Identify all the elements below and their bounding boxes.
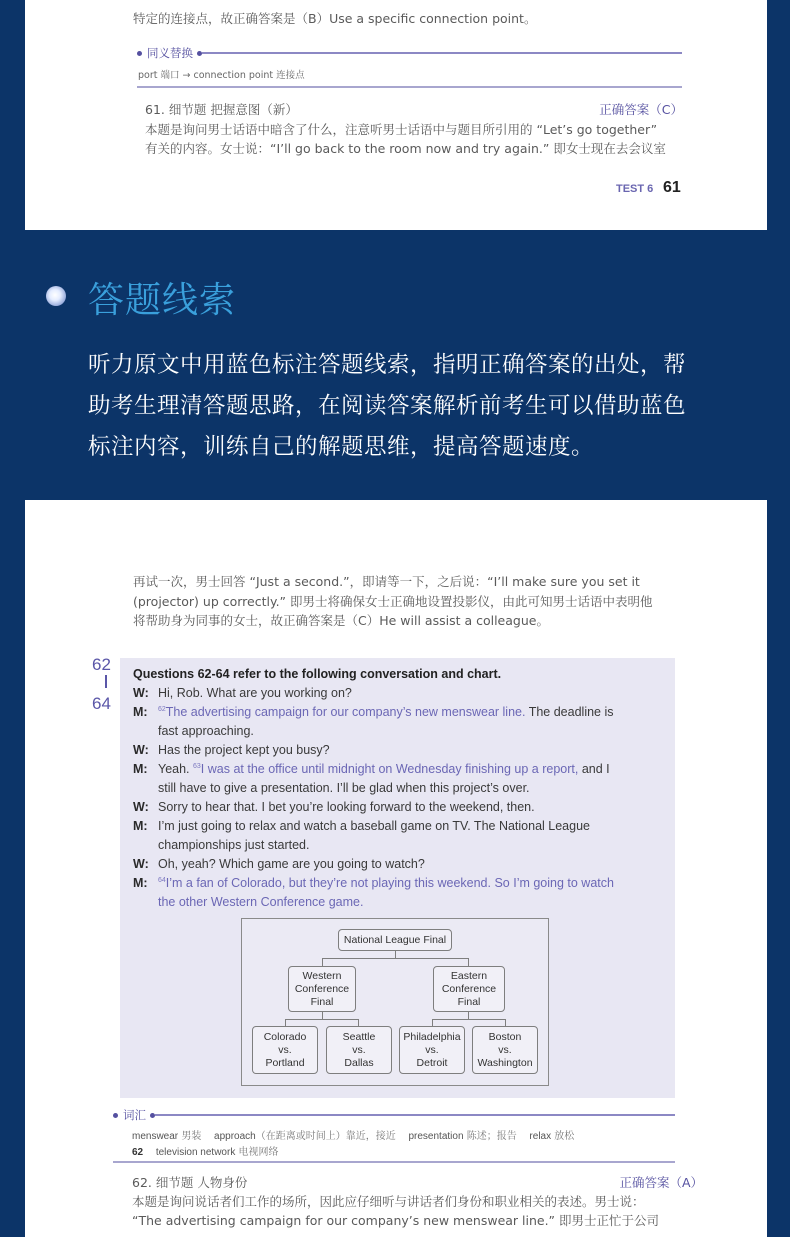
clue-reference-number: 64: [158, 877, 166, 884]
transcript-text: Has the project kept you busy?: [158, 743, 330, 757]
clue-reference-number: 62: [158, 706, 166, 713]
bracket-node-east: [433, 966, 505, 1012]
transcript-text: fast approaching.: [158, 724, 254, 738]
transcript-text: championships just started.: [158, 838, 310, 852]
transcript-line: [158, 857, 425, 871]
bracket-connector: [395, 951, 396, 958]
bracket-connector: [285, 1019, 286, 1026]
divider: [113, 1161, 675, 1163]
question-range-start: 62: [92, 655, 111, 674]
vocab-row: [132, 1127, 574, 1142]
vs-label: vs.: [425, 1043, 439, 1056]
question-range-separator: [105, 675, 107, 688]
feature-text-line: 听力原文中用蓝色标注答题线索，指明正确答案的出处，帮: [88, 352, 687, 378]
bracket-connector: [432, 1019, 506, 1020]
bracket-game: [472, 1026, 538, 1074]
vocab-meaning: 放松: [554, 1131, 575, 1142]
intro-line: (projector) up correctly.” 即男士将确保女士正确地设置投影仪，由此可知男士话语中表明他: [133, 594, 653, 609]
transcript-text: Oh, yeah? Which game are you going to watch?: [158, 857, 425, 871]
speaker-label: M:: [133, 705, 148, 719]
q62-heading: 62. 细节题 人物身份: [132, 1175, 248, 1190]
vocab-label: 词汇: [123, 1108, 146, 1122]
west-label: Conference: [294, 982, 350, 995]
footer-test-label: TEST 6: [616, 183, 654, 195]
q62-line-2: “The advertising campaign for our company’s new menswear line.” 即男士正忙于公司: [132, 1213, 660, 1228]
speaker-label: M:: [133, 762, 148, 776]
vocab-term: relax: [529, 1131, 552, 1142]
vocab-meaning: 男装: [181, 1131, 202, 1142]
book-page-bottom: [25, 500, 767, 1237]
transcript-line: [158, 724, 254, 738]
feature-title: 答题线索: [88, 280, 237, 321]
speaker-label: W:: [133, 743, 149, 757]
team-label: Washington: [477, 1056, 533, 1069]
synonym-section-header: [137, 45, 682, 61]
bracket-connector: [285, 1019, 359, 1020]
vocab-row: [132, 1143, 279, 1158]
vocab-term: presentation: [408, 1131, 464, 1142]
transcript-line: [158, 895, 363, 909]
q61-answer: 正确答案（C）: [599, 102, 683, 117]
bracket-connector: [322, 1012, 323, 1019]
bracket-game: [252, 1026, 318, 1074]
east-label: Final: [457, 995, 481, 1008]
answer-clue-text: I was at the office until midnight on Wednesday finishing up a report,: [200, 762, 579, 776]
bracket-node-final: [338, 929, 452, 951]
answer-clue-text: the other Western Conference game.: [158, 895, 364, 909]
transcript-line: [158, 781, 530, 795]
transcript-text: I’m just going to relax and watch a baseball game on TV. The National League: [158, 819, 590, 833]
bracket-connector: [322, 958, 468, 959]
bracket-game: [399, 1026, 465, 1074]
transcript-text: Hi, Rob. What are you working on?: [158, 686, 352, 700]
bracket-game: [326, 1026, 392, 1074]
bullet-icon: [137, 51, 142, 56]
transcript-text: Sorry to hear that. I bet you’re looking forward to the weekend, then.: [158, 800, 535, 814]
transcript-text: Yeah.: [158, 762, 193, 776]
bracket-connector: [468, 958, 469, 966]
clue-reference-number: 63: [193, 763, 201, 770]
speaker-label: W:: [133, 857, 149, 871]
speaker-label: W:: [133, 686, 149, 700]
vs-label: vs.: [498, 1043, 512, 1056]
bracket-node-west: [288, 966, 356, 1012]
team-label: Detroit: [416, 1056, 448, 1069]
team-label: Boston: [488, 1030, 522, 1043]
question-range-end: 64: [92, 694, 111, 713]
team-label: Portland: [265, 1056, 305, 1069]
bracket-connector: [322, 958, 323, 966]
transcript-text: and I: [578, 762, 610, 776]
playoff-bracket-chart: [241, 918, 549, 1086]
vocab-term: approach: [214, 1131, 256, 1142]
team-label: Colorado: [263, 1030, 307, 1043]
q61-line-2: 有关的内容。女士说：“I’ll go back to the room now and try again.” 即女士现在去会议室: [145, 141, 666, 156]
vocab-section-header: [113, 1107, 675, 1123]
q62-answer: 正确答案（A）: [619, 1175, 703, 1190]
transcript-line: [158, 876, 614, 890]
book-page-top: [25, 0, 767, 230]
speaker-label: M:: [133, 819, 148, 833]
bracket-connector: [468, 1012, 469, 1019]
explanation-tail: 特定的连接点，故正确答案是（B）Use a specific connection point。: [133, 11, 537, 26]
speaker-label: W:: [133, 800, 149, 814]
divider: [202, 52, 682, 54]
team-label: Philadelphia: [403, 1030, 461, 1043]
transcript-line: [158, 705, 614, 719]
bracket-final-label: National League Final: [343, 933, 447, 946]
transcript-line: [158, 762, 610, 776]
transcript-line: [158, 743, 330, 757]
vocab-row-number: 62: [132, 1147, 144, 1158]
q61-line-1: 本题是询问男士话语中暗含了什么，注意听男士话语中与题目所引用的 “Let’s go together”: [145, 122, 658, 137]
west-label: Western: [302, 969, 342, 982]
transcript-text: The deadline is: [525, 705, 614, 719]
team-label: Seattle: [342, 1030, 376, 1043]
synonym-entry: port 端口 → connection point 连接点: [138, 70, 305, 81]
divider: [155, 1114, 675, 1116]
speaker-label: M:: [133, 876, 148, 890]
vs-label: vs.: [278, 1043, 292, 1056]
feature-text-line: 助考生理清答题思路，在阅读答案解析前考生可以借助蓝色: [88, 393, 687, 419]
vocab-meaning: 陈述；报告: [466, 1131, 517, 1142]
east-label: Eastern: [450, 969, 488, 982]
vocab-term: menswear: [132, 1131, 179, 1142]
answer-clue-text: I’m a fan of Colorado, but they’re not playing this weekend. So I’m going to watch: [165, 876, 614, 890]
synonym-label: 同义替换: [147, 46, 193, 60]
bracket-connector: [505, 1019, 506, 1026]
transcript-line: [158, 819, 590, 833]
intro-line: 将帮助身为同事的女士，故正确答案是（C）He will assist a colleague。: [133, 613, 549, 628]
west-label: Final: [310, 995, 334, 1008]
transcript-title: Questions 62-64 refer to the following conversation and chart.: [133, 667, 502, 681]
feature-text-line: 标注内容，训练自己的解题思维，提高答题速度。: [88, 434, 595, 460]
vocab-term: television network: [155, 1147, 236, 1158]
divider: [137, 86, 682, 88]
vs-label: vs.: [352, 1043, 366, 1056]
transcript-text: still have to give a presentation. I’ll be glad when this project’s over.: [158, 781, 530, 795]
east-label: Conference: [441, 982, 497, 995]
bullet-icon: [113, 1113, 118, 1118]
intro-line: 再试一次，男士回答 “Just a second.”，即请等一下，之后说：“I’ll make sure you set it: [133, 574, 640, 589]
answer-clue-text: The advertising campaign for our company’s new menswear line.: [165, 705, 526, 719]
transcript-line: [158, 838, 309, 852]
transcript-line: [158, 800, 535, 814]
transcript-line: [158, 686, 352, 700]
bullet-sphere-icon: [46, 286, 66, 306]
team-label: Dallas: [344, 1056, 374, 1069]
q61-heading: 61. 细节题 把握意图（新）: [145, 102, 298, 117]
bracket-connector: [432, 1019, 433, 1026]
vocab-meaning: 电视网络: [238, 1147, 279, 1158]
bracket-connector: [358, 1019, 359, 1026]
q62-line-1: 本题是询问说话者们工作的场所，因此应仔细听与讲话者们身份和职业相关的表述。男士说：: [132, 1194, 645, 1209]
vocab-meaning: （在距离或时间上）靠近，接近: [255, 1131, 396, 1142]
footer-page-number: 61: [663, 179, 681, 196]
